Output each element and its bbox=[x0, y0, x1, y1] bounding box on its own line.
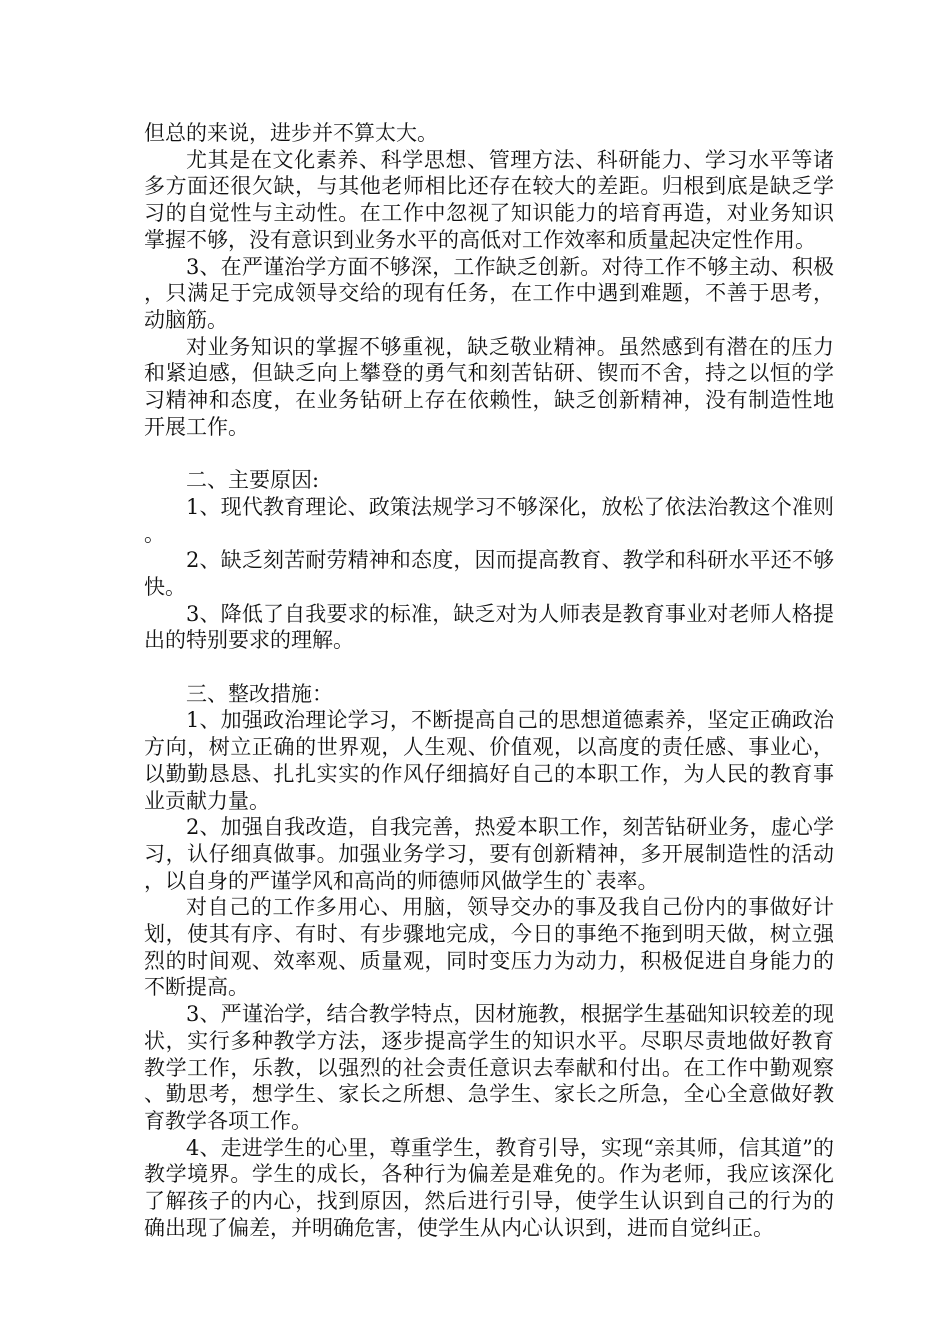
paragraph: 2、加强自我改造，自我完善，热爱本职工作，刻苦钻研业务，虚心学习，认仔细真做事。加强业务学习，要有创新精神，多开展制造性的活动，以自身的严谨学风和高尚的师德师风做学生的`表率。 bbox=[144, 815, 834, 893]
section-heading-main-reasons: 二、主要原因: bbox=[186, 468, 320, 493]
document-body bbox=[144, 120, 834, 1242]
paragraph: 1、现代教育理论、政策法规学习不够深化，放松了依法治教这个准则。 bbox=[144, 494, 834, 546]
paragraph: 1、加强政治理论学习，不断提高自己的思想道德素养，坚定正确政治方向，树立正确的世界观，人生观、价值观，以高度的责任感、事业心，以勤勤恳恳、扎扎实实的作风仔细搞好自己的本职工作，为人民的教育事业贡献力量。 bbox=[144, 708, 834, 813]
paragraph-continuation: 但总的来说，进步并不算太大。 bbox=[144, 121, 438, 145]
paragraph: 3、降低了自我要求的标准，缺乏对为人师表是教育事业对老师人格提出的特别要求的理解。 bbox=[144, 601, 834, 653]
paragraph: 3、在严谨治学方面不够深，工作缺乏创新。对待工作不够主动、积极，只满足于完成领导交给的现有任务，在工作中遇到难题，不善于思考，动脑筋。 bbox=[144, 254, 834, 332]
paragraph: 3、严谨治学，结合教学特点，因材施教，根据学生基础知识较差的现状，实行多种教学方法，逐步提高学生的知识水平。尽职尽责地做好教育教学工作，乐教，以强烈的社会责任意识去奉献和付出。在工作中勤观察、勤思考，想学生、家长之所想、急学生、家长之所急，全心全意做好教育教学各项工作。 bbox=[144, 1002, 834, 1133]
paragraph: 对自己的工作多用心、用脑，领导交办的事及我自己份内的事做好计划，使其有序、有时、有步骤地完成，今日的事绝不拖到明天做，树立强烈的时间观、效率观、质量观，同时变压力为动力，积极促进自身能力的不断提高。 bbox=[144, 895, 834, 1000]
paragraph: 尤其是在文化素养、科学思想、管理方法、科研能力、学习水平等诸多方面还很欠缺，与其他老师相比还存在较大的差距。归根到底是缺乏学习的自觉性与主动性。在工作中忽视了知识能力的培育再造，对业务知识掌握不够，没有意识到业务水平的高低对工作效率和质量起决定性作用。 bbox=[144, 147, 834, 252]
section-heading-rectification-measures: 三、整改措施： bbox=[186, 681, 333, 706]
paragraph: 2、缺乏刻苦耐劳精神和态度，因而提高教育、教学和科研水平还不够快。 bbox=[144, 548, 834, 599]
blank-line bbox=[144, 440, 834, 467]
paragraph: 对业务知识的掌握不够重视，缺乏敬业精神。虽然感到有潜在的压力和紧迫感，但缺乏向上攀登的勇气和刻苦钻研、锲而不舍，持之以恒的学习精神和态度，在业务钻研上存在依赖性，缺乏创新精神，没有制造性地开展工作。 bbox=[144, 334, 834, 439]
blank-line bbox=[144, 654, 834, 681]
paragraph: 4、走进学生的心里，尊重学生，教育引导，实现“亲其师，信其道”的教学境界。学生的成长，各种行为偏差是难免的。作为老师，我应该深化了解孩子的内心，找到原因，然后进行引导，使学生认识到自己的行为的确出现了偏差，并明确危害，使学生从内心认识到，进而自觉纠正。 bbox=[144, 1135, 834, 1240]
